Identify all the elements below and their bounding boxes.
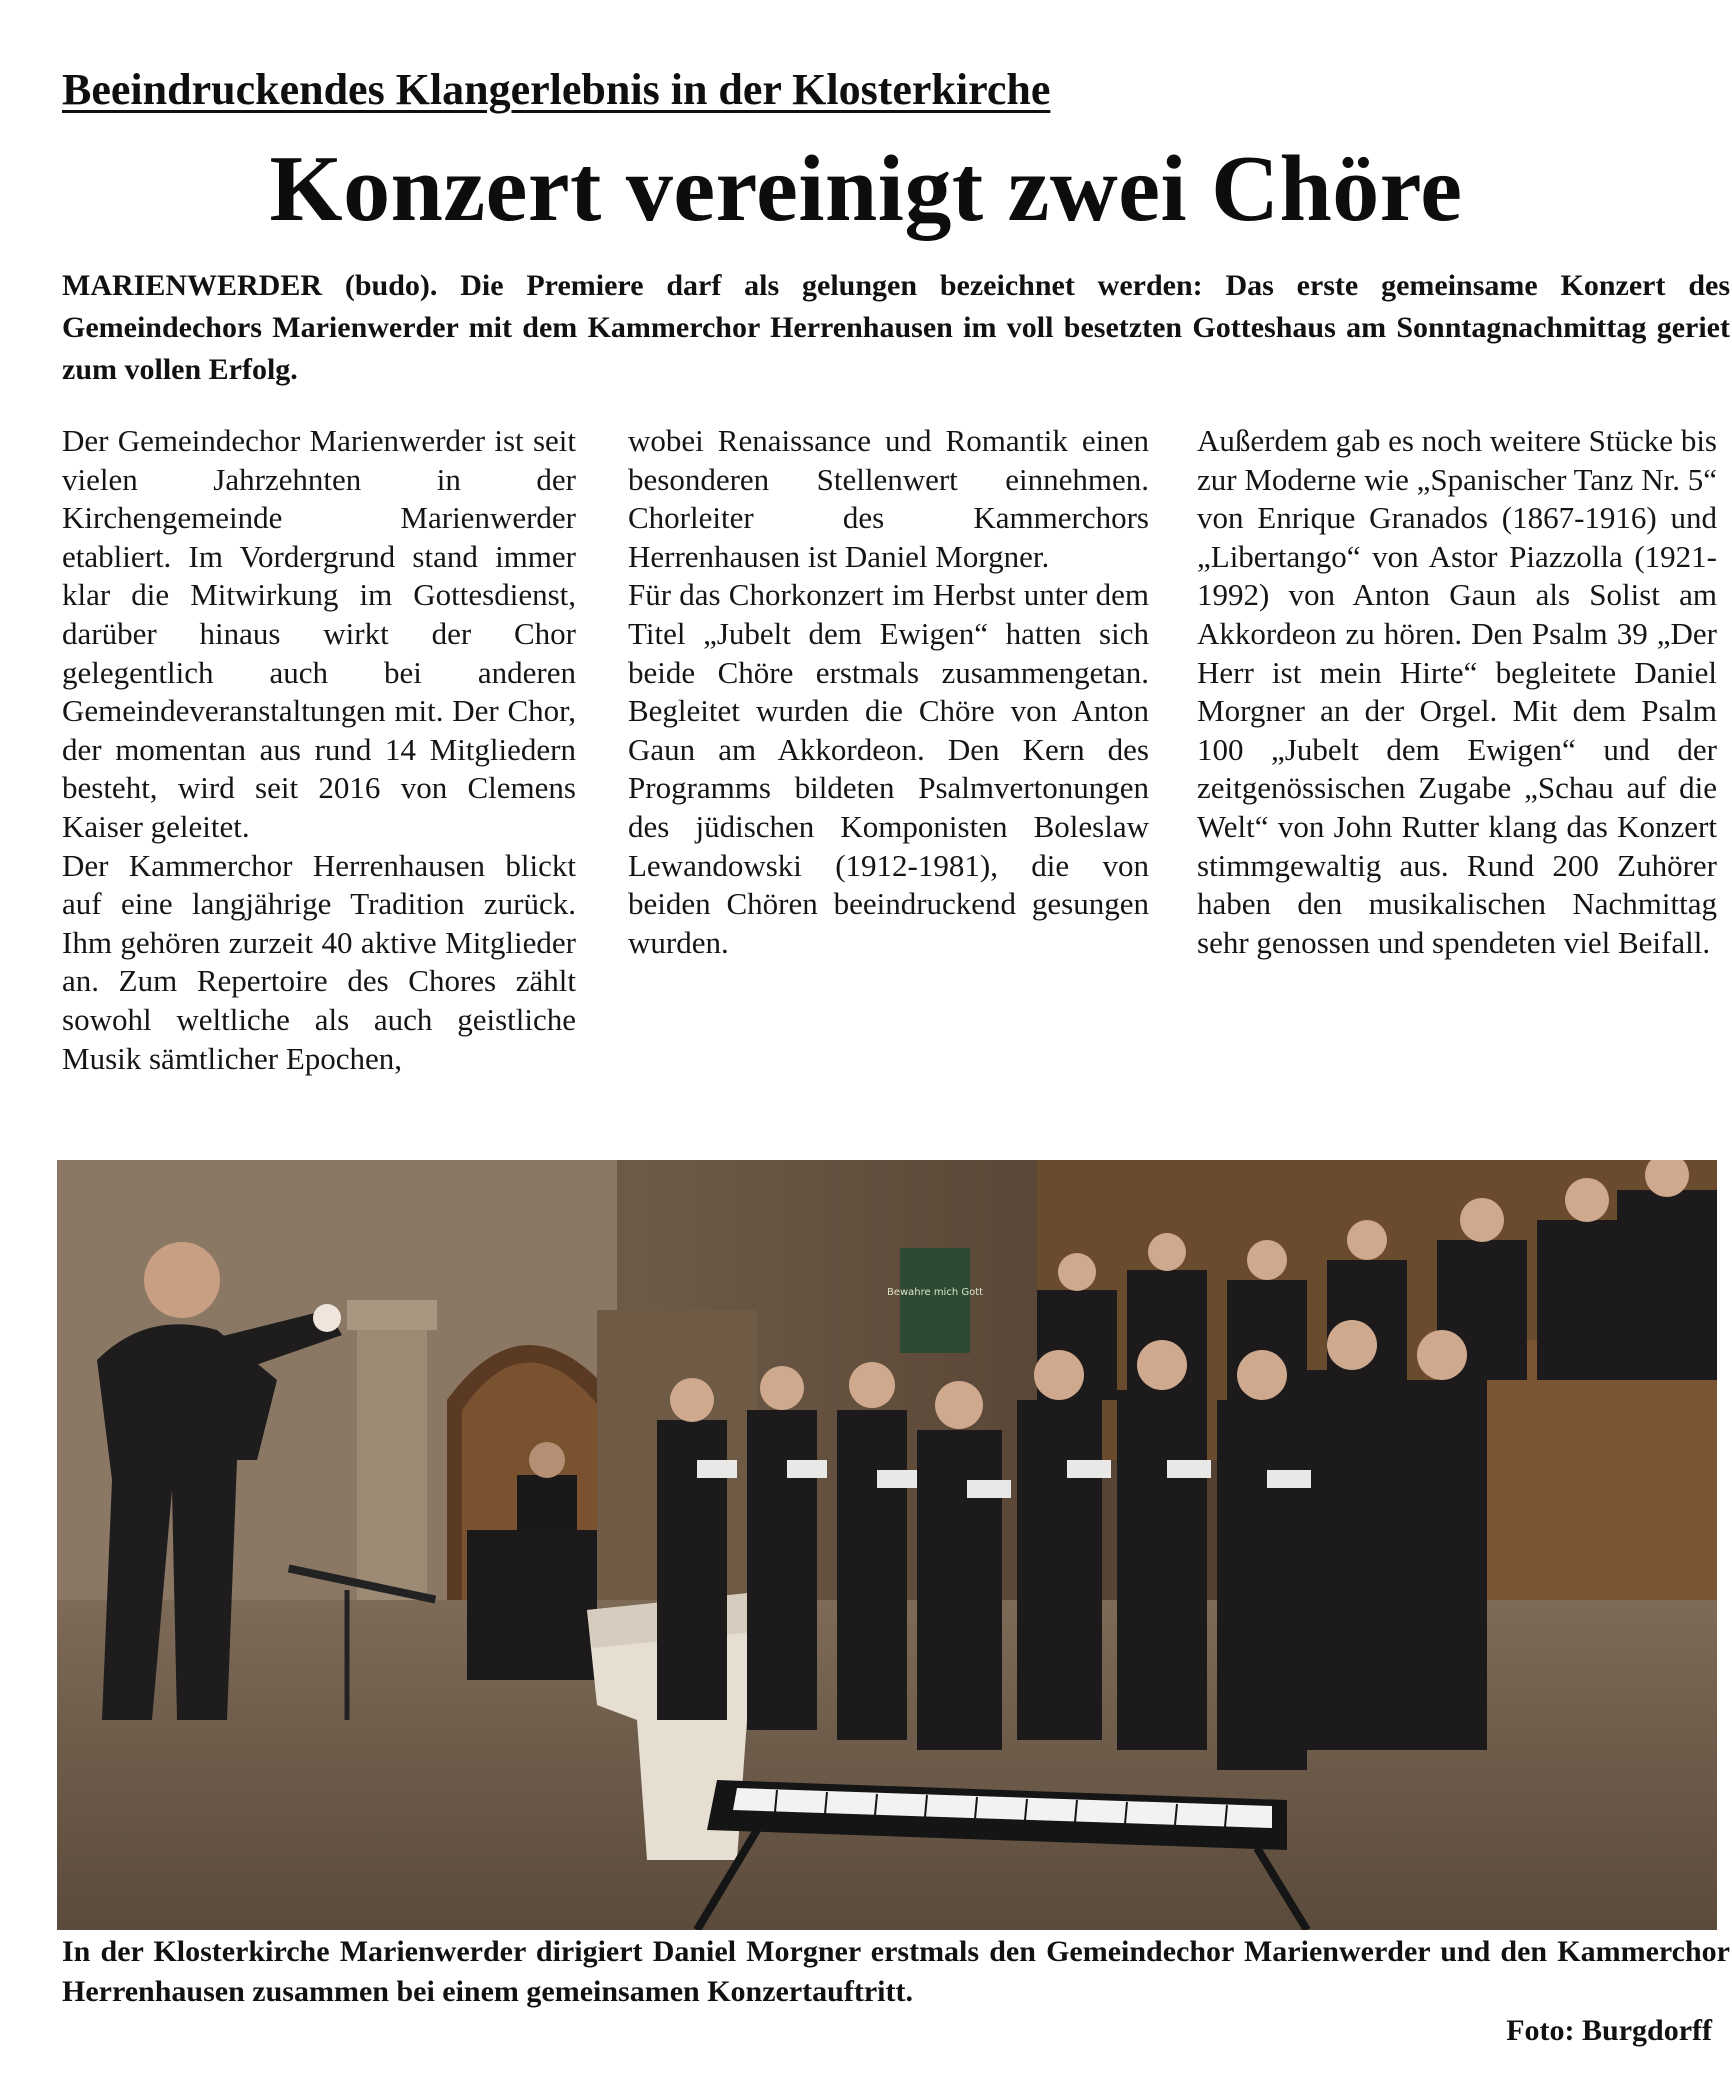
article-column-3 bbox=[1197, 422, 1717, 962]
column-paragraph: Außerdem gab es noch weitere Stücke bis zur Moderne wie „Spanischer Tanz Nr. 5“ von Enrique Granados (1867-1916) und „Libertango“ von Astor Piazzolla (1921-1992) von Anton Gaun als Solist am Akkordeon zu hören. Den Psalm 39 „Der Herr ist mein Hirte“ begleitete Daniel Morgner an der Orgel. Mit dem Psalm 100 „Jubelt dem Ewigen“ und der zeitgenössischen Zugabe „Schau auf die Welt“ von John Rutter klang das Konzert stimmgewaltig aus. Rund 200 Zuhörer haben den musikalischen Nachmittag sehr genossen und spendeten viel Beifall. bbox=[1197, 423, 1717, 960]
banner-text: Bewahre mich Gott bbox=[886, 1287, 984, 1298]
photo-credit: Foto: Burgdorff bbox=[1506, 2014, 1712, 2047]
article-column-2 bbox=[628, 422, 1149, 962]
concert-photo-illustration bbox=[57, 1160, 1717, 1930]
article-kicker: Beeindruckendes Klangerlebnis in der Klosterkirche bbox=[62, 65, 1051, 114]
article-column-1 bbox=[62, 422, 576, 1078]
article-lead: MARIENWERDER (budo). Die Premiere darf als gelungen bezeichnet werden: Das erste gemeinsame Konzert des Gemeindechors Marienwerder mit dem Kammerchor Herrenhausen im voll besetzten Gotteshaus am Sonntagnachmittag geriet zum vollen Erfolg. bbox=[62, 269, 1730, 386]
article-headline: Konzert vereinigt zwei Chöre bbox=[269, 137, 1463, 241]
concert-photo bbox=[57, 1160, 1717, 1930]
photo-caption: In der Klosterkirche Marienwerder dirigiert Daniel Morgner erstmals den Gemeindechor Marienwerder und den Kammerchor Herrenhausen zusammen bei einem gemeinsamen Konzertauftritt. bbox=[62, 1935, 1730, 2008]
column-paragraph: Für das Chorkonzert im Herbst unter dem Titel „Jubelt dem Ewigen“ hatten sich beide Chöre erstmals zusammengetan. Begleitet wurden die Chöre von Anton Gaun am Akkordeon. Den Kern des Programms bildeten Psalmvertonungen des jüdischen Komponisten Boleslaw Lewandowski (1912-1981), die von beiden Chören beeindruckend gesungen wurden. bbox=[628, 577, 1149, 960]
column-paragraph: wobei Renaissance und Romantik einen besonderen Stellenwert einnehmen. Chorleiter des Kammerchors Herrenhausen ist Daniel Morgner. bbox=[628, 423, 1149, 574]
column-paragraph: Der Gemeindechor Marienwerder ist seit vielen Jahrzehnten in der Kirchengemeinde Marienwerder etabliert. Im Vordergrund stand immer klar die Mitwirkung im Gottesdienst, darüber hinaus wirkt der Chor gelegentlich auch bei anderen Gemeindeveranstaltungen mit. Der Chor, der momentan aus rund 14 Mitgliedern besteht, wird seit 2016 von Clemens Kaiser geleitet. bbox=[62, 423, 576, 844]
column-paragraph: Der Kammerchor Herrenhausen blickt auf eine langjährige Tradition zurück. Ihm gehören zurzeit 40 aktive Mitglieder an. Zum Repertoire des Chores zählt sowohl weltliche als auch geistliche Musik sämtlicher Epochen, bbox=[62, 847, 576, 1076]
